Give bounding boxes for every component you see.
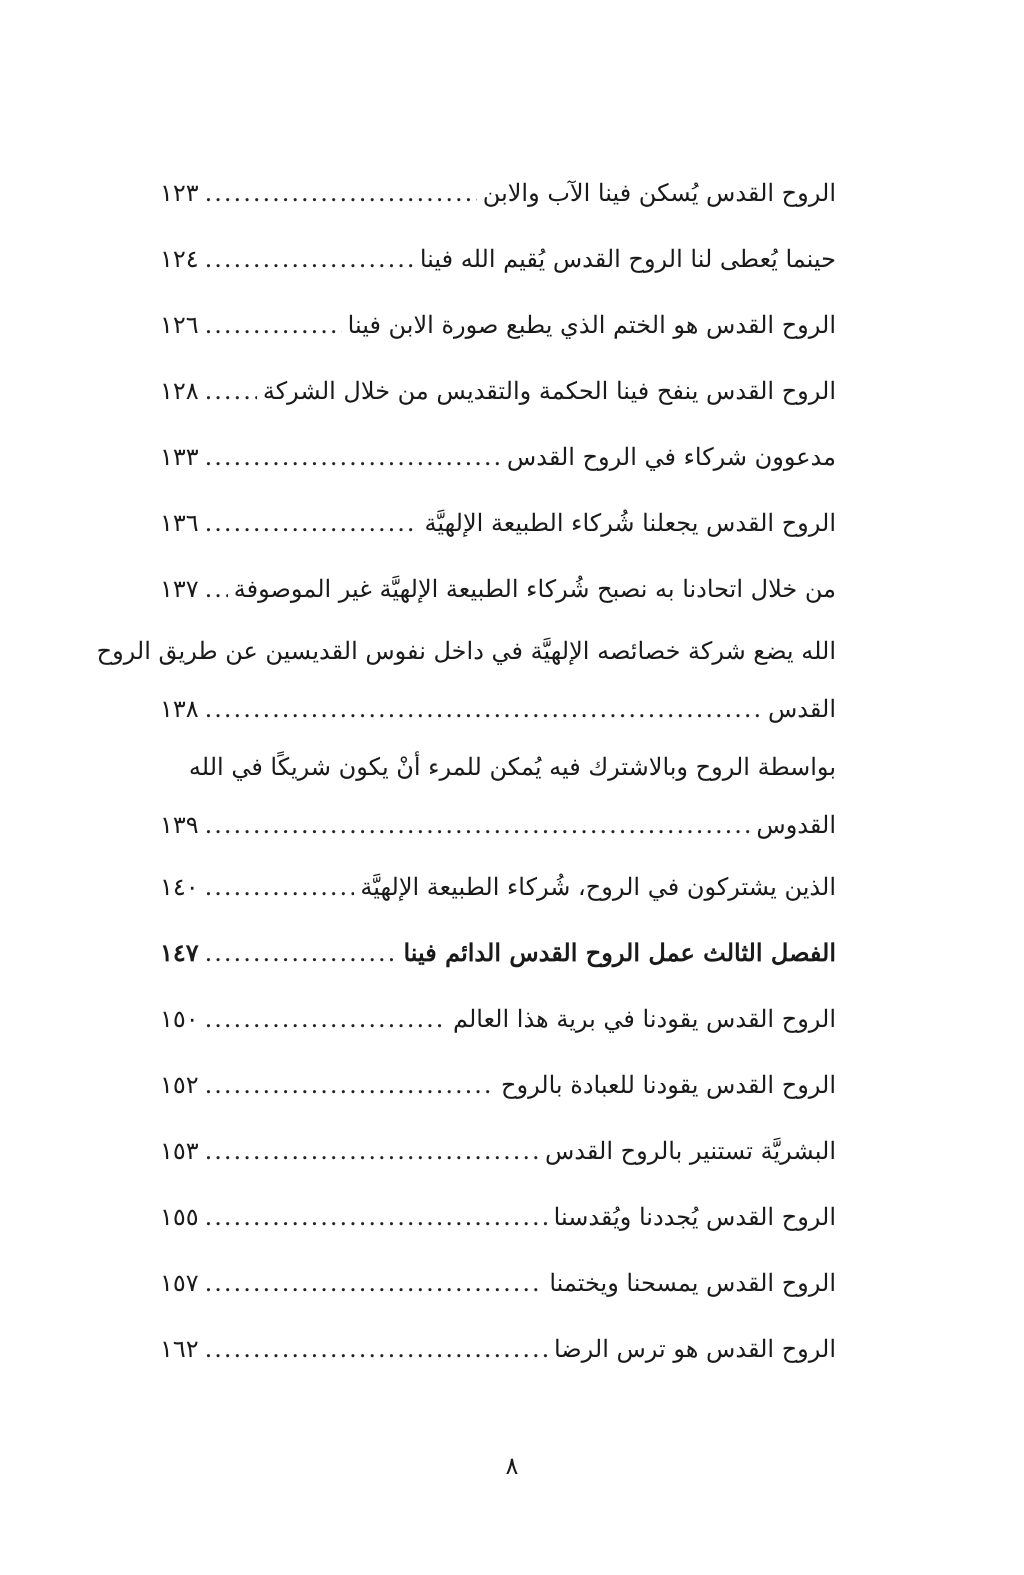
toc-entry bbox=[160, 1184, 836, 1250]
leader-dots bbox=[205, 226, 414, 292]
toc-entry-title: الروح القدس هو الختم الذي يطبع صورة الابن فينا bbox=[347, 311, 836, 339]
chapter-page: ١٤٧ bbox=[160, 938, 199, 967]
toc-entry-page: ١٢٣ bbox=[160, 179, 199, 207]
toc-entry bbox=[160, 160, 836, 226]
leader-dots bbox=[205, 986, 447, 1052]
toc-entry bbox=[160, 556, 836, 622]
toc-entry-page: ١٣٩ bbox=[160, 811, 199, 839]
toc-entry-page: ١٥٥ bbox=[160, 1203, 199, 1231]
leader-dots bbox=[205, 796, 751, 854]
toc-entry bbox=[160, 226, 836, 292]
table-of-contents bbox=[96, 160, 836, 1382]
toc-entry-page: ١٥٧ bbox=[160, 1269, 199, 1297]
toc-entry bbox=[160, 1118, 836, 1184]
leader-dots bbox=[205, 1250, 544, 1316]
toc-entry bbox=[160, 986, 836, 1052]
leader-dots bbox=[205, 920, 398, 986]
toc-entry-title: مدعوون شركاء في الروح القدس bbox=[506, 443, 836, 471]
toc-entry-page: ١٣٣ bbox=[160, 443, 199, 471]
toc-entry-page: ١٥٠ bbox=[160, 1005, 199, 1033]
toc-entry-page: ١٣٧ bbox=[160, 575, 199, 603]
toc-entry-page: ١٤٠ bbox=[160, 873, 199, 901]
toc-entry-title-line1: الله يضع شركة خصائصه الإلهيَّة في داخل نفوس القديسين عن طريق الروح bbox=[96, 637, 836, 665]
toc-entry bbox=[160, 358, 836, 424]
toc-entry-title: الروح القدس يقودنا للعبادة بالروح bbox=[500, 1071, 836, 1099]
toc-entry-title: البشريَّة تستنير بالروح القدس bbox=[544, 1137, 836, 1165]
toc-entry-title: حينما يُعطى لنا الروح القدس يُقيم الله فينا bbox=[419, 245, 836, 273]
toc-entry-page: ١٢٨ bbox=[160, 377, 199, 405]
toc-entry bbox=[160, 490, 836, 556]
toc-entry-title: الروح القدس يمسحنا ويختمنا bbox=[549, 1269, 836, 1297]
page-number: ٨ bbox=[505, 1452, 519, 1480]
toc-entry-title: الروح القدس يجعلنا شُركاء الطبيعة الإلهيَّة bbox=[424, 509, 836, 537]
toc-entry-page: ١٥٣ bbox=[160, 1137, 199, 1165]
toc-entry bbox=[160, 1250, 836, 1316]
leader-dots bbox=[205, 490, 419, 556]
leader-dots bbox=[205, 358, 257, 424]
toc-entry bbox=[160, 1316, 836, 1382]
toc-chapter-heading bbox=[160, 920, 836, 986]
toc-entry bbox=[96, 622, 836, 738]
leader-dots bbox=[205, 160, 477, 226]
leader-dots bbox=[205, 1118, 539, 1184]
toc-entry-title-line2: القدوس bbox=[756, 811, 836, 839]
toc-entry-page: ١٥٢ bbox=[160, 1071, 199, 1099]
toc-entry bbox=[160, 854, 836, 920]
leader-dots bbox=[205, 680, 762, 738]
leader-dots bbox=[205, 424, 501, 490]
toc-entry bbox=[160, 1052, 836, 1118]
toc-entry-title: الروح القدس ينفح فينا الحكمة والتقديس من خلال الشركة bbox=[262, 377, 836, 405]
toc-entry-title: الذين يشتركون في الروح، شُركاء الطبيعة الإلهيَّة bbox=[360, 873, 836, 901]
toc-entry bbox=[160, 424, 836, 490]
toc-entry-title-line1: بواسطة الروح وبالاشترك فيه يُمكن للمرء أنْ يكون شريكًا في الله bbox=[188, 753, 836, 781]
chapter-title: الفصل الثالث عمل الروح القدس الدائم فينا bbox=[403, 938, 836, 967]
leader-dots bbox=[205, 854, 355, 920]
toc-entry bbox=[160, 292, 836, 358]
toc-entry-title-line2: القدس bbox=[767, 695, 836, 723]
toc-entry-page: ١٢٤ bbox=[160, 245, 199, 273]
toc-entry-title: الروح القدس يقودنا في برية هذا العالم bbox=[452, 1005, 836, 1033]
toc-entry-title: الروح القدس يُجددنا ويُقدسنا bbox=[553, 1203, 836, 1231]
toc-entry-page: ١٣٦ bbox=[160, 509, 199, 537]
toc-entry-page: ١٦٢ bbox=[160, 1335, 199, 1363]
toc-entry-title: الروح القدس يُسكن فينا الآب والابن bbox=[482, 179, 836, 207]
toc-entry-title: من خلال اتحادنا به نصبح شُركاء الطبيعة الإلهيَّة غير الموصوفة bbox=[233, 575, 836, 603]
toc-entry-page: ١٢٦ bbox=[160, 311, 199, 339]
toc-entry-page: ١٣٨ bbox=[160, 695, 199, 723]
toc-entry-title: الروح القدس هو ترس الرضا bbox=[553, 1335, 836, 1363]
leader-dots bbox=[205, 1184, 548, 1250]
toc-entry bbox=[160, 738, 836, 854]
leader-dots bbox=[205, 556, 228, 622]
leader-dots bbox=[205, 292, 342, 358]
leader-dots bbox=[205, 1052, 495, 1118]
leader-dots bbox=[205, 1316, 548, 1382]
